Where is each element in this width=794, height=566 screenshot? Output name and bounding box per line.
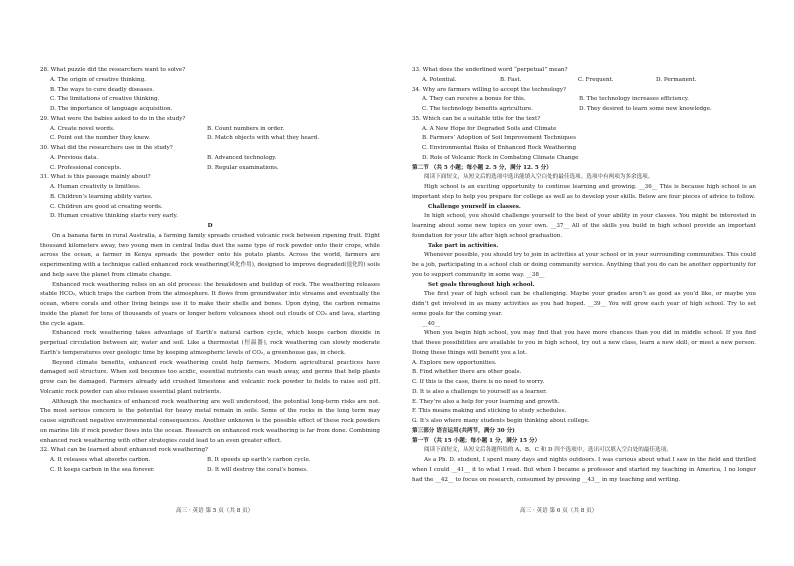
answer-option: C. Frequent. xyxy=(578,76,614,83)
option-row xyxy=(40,164,380,174)
answer-option: B. Fast. xyxy=(500,76,522,83)
answer-option: D. Match objects with what they heard. xyxy=(207,135,320,142)
section-letter: D xyxy=(207,223,213,229)
choice-option: A. Explore new opportunities. xyxy=(412,359,497,366)
subheading: Take part in activities. xyxy=(428,242,499,249)
choice-option: F. This means making and sticking to study schedules. xyxy=(412,408,567,415)
answer-option: B. The ways to cure deadly diseases. xyxy=(50,86,155,93)
option-row xyxy=(412,76,756,86)
answer-option: C. Environmental Risks of Enhanced Rock Weathering xyxy=(422,145,577,151)
left-page-column xyxy=(40,66,380,476)
answer-option: D. Regular examinations. xyxy=(207,164,279,171)
option-row xyxy=(40,466,380,476)
answer-option: A. Potential. xyxy=(422,76,457,83)
question-stem: 30. What did the researchers use in the study? xyxy=(40,145,173,151)
answer-option: A. Human creativity is limitless. xyxy=(50,184,141,190)
option-row xyxy=(40,154,380,164)
answer-option: B. Children’s learning ability varies. xyxy=(50,193,153,200)
answer-option: B. Advanced technology. xyxy=(207,154,277,161)
question-stem: 29. What were the babies asked to do in the study? xyxy=(40,115,186,122)
answer-option: A. The origin of creative thinking. xyxy=(50,76,146,83)
passage-paragraph: Enhanced rock weathering relies on an old process: the breakdown and buildup of rock. The weathering releases stable HCO₃, which traps the carbon from the atmosphere. It flows from groundwater into streams and eventually the ocean, where corals and other living beings use it to make their shells and bones. Upon dying, the carbon remains inside the planet for tens of thousands of years or longer before volcanoes shoot out clouds of CO₂ and lava, starting the cycle again. xyxy=(40,281,380,327)
passage-paragraph: On a banana farm in rural Australia, a farming family spreads crushed volcanic rock between ripening fruit. Eight thousand kilometers away, two young men in central India dust the same type of rock powder onto their crops, while across the ocean, a farmer in Kenya spreads the powder onto his potato plants. Across the world, farmers are experimenting with a technique called enhanced rock weathering(风化作用), designed to improve degraded(退化的) soils and help save the planet from climate change. xyxy=(40,232,380,278)
question-stem: 35. Which can be a suitable title for the text? xyxy=(412,115,541,122)
option-row xyxy=(412,105,756,115)
answer-option: A. Previous data. xyxy=(50,154,99,161)
option-row xyxy=(412,95,756,105)
question-stem: 34. Why are farmers willing to accept the technology? xyxy=(412,86,566,93)
instructions: 阅读下面短文，从短文后各题所给的 A、B、C 和 D 四个选项中，选出可以填入空白处的最佳选项。 xyxy=(424,447,672,454)
answer-option: D. The importance of language acquisition. xyxy=(50,106,173,112)
option-row xyxy=(40,134,380,144)
question-stem: 31. What is this passage mainly about? xyxy=(40,174,151,181)
blank-40: __40__ xyxy=(422,320,441,327)
question-stem: 32. What can be learned about enhanced rock weathering? xyxy=(40,447,209,454)
choice-option: C. If this is the case, there is no need to worry. xyxy=(412,379,545,385)
option-row xyxy=(40,456,380,466)
section-heading: 第一节 （共 15 小题；每小题 1 分，满分 15 分） xyxy=(412,437,541,444)
question-stem: 28. What puzzle did the researchers want to solve? xyxy=(40,67,186,73)
answer-option: C. Point out the number they knew. xyxy=(50,135,151,142)
right-page-column xyxy=(412,66,756,485)
answer-option: B. The technology increases efficiency. xyxy=(579,96,689,103)
answer-option: C. Professional concepts. xyxy=(50,164,122,171)
page-footer: 高三 · 英语 第 5 页（共 8 页） xyxy=(176,508,254,514)
part-heading: 第三部分 语言运用(共两节，满分 30 分) xyxy=(412,427,515,434)
answer-option: D. It will destroy the coral’s homes. xyxy=(207,466,308,473)
answer-option: C. The technology benefits agriculture. xyxy=(422,106,533,112)
answer-option: D. They desired to learn some new knowledge. xyxy=(579,106,712,112)
answer-option: D. Human creative thinking starts very early. xyxy=(50,213,178,220)
passage-paragraph: Although the mechanics of enhanced rock weathering are well understood, the potential long-term risks are not. The most serious concern is the potential for heavy metal remain in soils. Some of the rocks in the long term may cause significant negative environmental consequences. Another unknown is the possible effect of these rock powders on marine life if rock powder flows into the ocean. Research on enhanced rock weathering is far from done. Combining enhanced rock weathering with other strategies could lead to an even greater effect. xyxy=(40,398,380,444)
answer-option: B. It speeds up earth’s carbon cycle. xyxy=(207,457,311,463)
answer-option: B. Farmers’ Adoption of Soil Improvement Techniques xyxy=(422,135,576,142)
passage-paragraph: As a Ph. D. student, I spent many days and nights outdoors. I was curious about what I saw in the field and thrilled when I could __41__ it to what I read. But when I became a professor and started my teaching in America, I no longer had the __42__ to focus on research, consumed by pressing __43__ in my teaching and writing. xyxy=(412,457,756,483)
passage-paragraph: Beyond climate benefits, enhanced rock weathering could help farmers. Modern agricultural practices have damaged soil structure. When soil becomes too acidic, essential nutrients can wash away, and germs that help plants grow can be damaged. Farmers already add crushed limestone and volcanic rock powder to fields to raise soil pH. Volcanic rock powder can also release essential plant nutrients. xyxy=(40,359,380,395)
passage-paragraph: In high school, you should challenge yourself to the best of your ability in your classes. You might be interested in learning about some new topics on your own. __37__ All of the skills you build in high school provide an important foundation for your life after high school graduation. xyxy=(412,213,756,239)
subheading: Challenge yourself in classes. xyxy=(428,203,521,210)
instructions: 阅读下面短文，从短文后的选项中选出能填入空白处的最佳选项。选项中有两项为多余选项。 xyxy=(424,174,654,181)
subheading: Set goals throughout high school. xyxy=(428,281,535,288)
question-stem: 33. What does the underlined word “perpetual” mean? xyxy=(412,67,568,73)
option-row xyxy=(40,125,380,135)
passage-paragraph: The first year of high school can be challenging. Maybe your grades aren’t as good as you’d like, or maybe you didn’t get involved in as many activities as you had hoped. __39__ You will grow each year of high school. Try to set some goals for the coming year. xyxy=(412,291,756,317)
answer-option: B. Count numbers in order. xyxy=(207,125,285,132)
answer-option: A. They can receive a bonus for this. xyxy=(422,96,526,103)
passage-paragraph: Whenever possible, you should try to join in activities at your school or in your surrounding communities. This could be a job, participating in a school club or doing community service. Anything that you do can be another opportunity for you to support community in some way. __38__ xyxy=(412,252,756,278)
answer-option: A. A New Hope for Degraded Soils and Climate xyxy=(422,125,557,132)
passage-paragraph: When you begin high school, you may find that you have more chances than you did in middle school. If you find that these possibilities are available to you in high school, try out a new class, learn a new skill, or meet a new person. Doing these things will benefit you a lot. xyxy=(412,330,756,356)
answer-option: C. The limitations of creative thinking. xyxy=(50,96,160,103)
answer-option: D. Permanent. xyxy=(656,76,697,83)
choice-option: G. It’s also where many students begin thinking about college. xyxy=(412,418,590,424)
answer-option: D. Role of Volcanic Rock in Combating Climate Change xyxy=(422,154,579,161)
choice-option: D. It is also a challenge to yourself as a learner. xyxy=(412,388,547,395)
answer-option: A. It releases what absorbs carbon. xyxy=(50,457,151,463)
passage-paragraph: High school is an exciting opportunity to continue learning and growing. __36__ This is because high school is an important step to help you prepare for college as well as to develop your skills. Below are four pieces of advice to follow. xyxy=(412,184,756,200)
section-heading: 第二节 （共 5 小题；每小题 2. 5 分，满分 12. 5 分） xyxy=(412,164,552,171)
choice-option: B. Find whether there are other goals. xyxy=(412,369,522,376)
answer-option: A. Create novel words. xyxy=(50,125,115,132)
passage-paragraph: Enhanced rock weathering takes advantage of Earth’s natural carbon cycle, which keeps carbon dioxide in perpetual circulation between air, water and soil. Like a thermostat (恒温器), rock weathering can slowly moderate Earth’s temperatures over geologic time by keeping atmospheric levels of CO₂, a greenhouse gas, in check. xyxy=(40,330,380,356)
answer-option: C. Children are good at creating words. xyxy=(50,203,163,210)
page-footer: 高三 · 英语 第 6 页（共 8 页） xyxy=(520,508,598,514)
choice-option: E. They’re also a help for your learning and growth. xyxy=(412,398,560,405)
answer-option: C. It keeps carbon in the sea forever. xyxy=(50,466,155,473)
